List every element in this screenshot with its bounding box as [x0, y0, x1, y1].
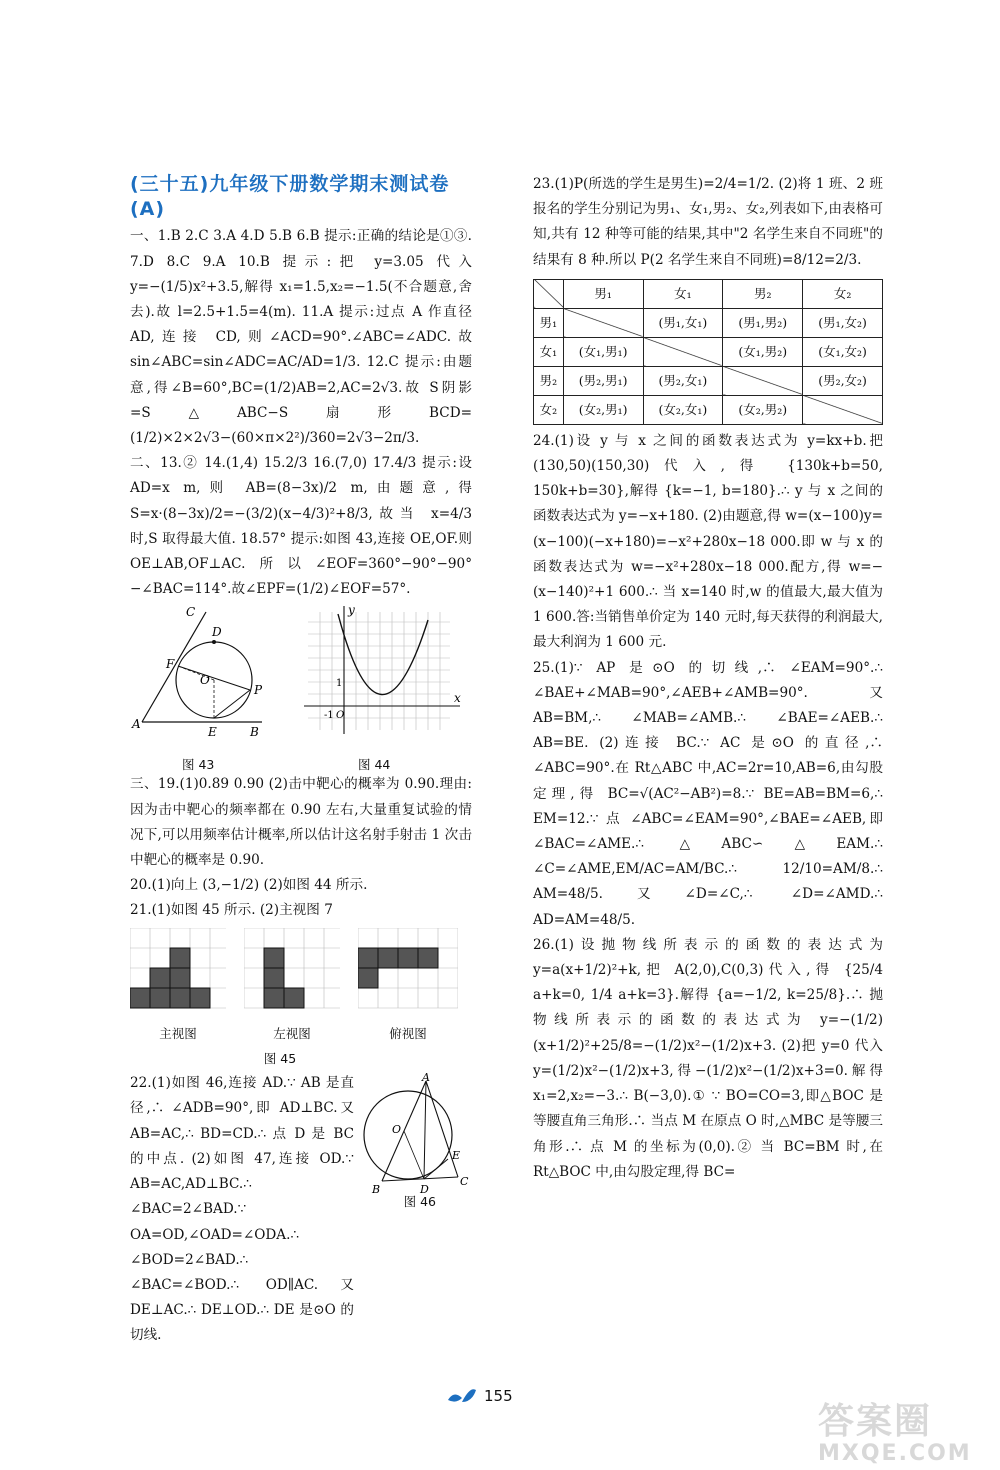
- table-cell: (男₂,男₁): [563, 366, 643, 395]
- table-header-cell: 女₂: [803, 279, 883, 308]
- answer-22: 22.(1)如图 46,连接 AD.∵ AB 是直径,∴ ∠ADB=90°,即 AD⊥BC.又 AB=AC,∴ BD=CD.∴ 点 D 是 BC 的中点. (2)如图 47,连接 OD.∵ AB=AC,AD⊥BC.∴ ∠BAC=2∠BAD.∵ OA=OD,∠OAD=∠ODA.∴ ∠BOD=2∠BAD.∴ ∠BAC=∠BOD.∴ OD∥AC.又 DE⊥AC.∴ DE⊥OD.∴ DE 是⊙O 的切线.: [130, 1075, 354, 1344]
- front-view: [130, 928, 226, 1046]
- table-header-cell: 男₁: [563, 279, 643, 308]
- front-view-grid: [130, 928, 226, 1012]
- answer-section-2: 二、13.② 14.(1,4) 15.2/3 16.(7,0) 17.4/3 提示:设 AD=x m,则 AB=(8−3x)/2 m,由题意,得 S=x·(8−3x)/2=−(3/2)(x−4/3)²+8/3,故当 x=4/3 时,S 取得最大值. 18.57° 提示:如图 43,连接 OE,OF.则 OE⊥AB,OF⊥AC.所以∠EOF=360°−90°−90°−∠BAC=114°.故∠EPF=(1/2)∠EOF=57°.: [130, 455, 472, 598]
- table-corner: [534, 279, 564, 308]
- table-cell: (女₂,男₁): [563, 395, 643, 424]
- fig43-label-a: A: [132, 717, 141, 732]
- table-row: [534, 366, 883, 395]
- table-cell: (男₁,女₂): [803, 308, 883, 337]
- fig43-caption: 图 43: [182, 757, 215, 773]
- fig46-label-e: E: [452, 1149, 461, 1163]
- table-row-header: 男₂: [534, 366, 564, 395]
- figure-43-svg: [130, 602, 472, 752]
- answer-20: 20.(1)向上 (3,−1/2) (2)如图 44 所示.: [130, 877, 368, 894]
- page-title: (三十五)九年级下册数学期末测试卷(A): [130, 173, 450, 221]
- page-number: 155: [484, 1387, 513, 1405]
- probability-table: [533, 279, 883, 425]
- table-cell-diagonal: [643, 337, 723, 366]
- fig46-line-de: [424, 1159, 448, 1179]
- front-view-label: 主视图: [159, 1025, 197, 1041]
- fig44-label-neg1: -1: [324, 710, 334, 722]
- side-view: [244, 928, 340, 1046]
- table-cell-diagonal: [563, 308, 643, 337]
- watermark-text: 答案圈: [818, 1401, 933, 1442]
- fig43-label-e: E: [208, 725, 217, 740]
- table-cell-diagonal: [803, 395, 883, 424]
- top-view-grid: [358, 928, 458, 1012]
- side-view-grid: [244, 928, 340, 1012]
- table-row-header: 女₂: [534, 395, 564, 424]
- fig43-label-f: F: [166, 657, 175, 672]
- top-view: [358, 928, 458, 1046]
- table-cell: (女₁,女₂): [803, 337, 883, 366]
- figures-43-44: [130, 602, 472, 772]
- fig43-label-c: C: [186, 605, 196, 620]
- answer-22-block: [130, 1071, 472, 1348]
- watermark: [818, 1402, 972, 1466]
- table-row-header: 男₁: [534, 308, 564, 337]
- fig46-caption: 图 46: [403, 1194, 436, 1210]
- fig44-caption: 图 44: [358, 757, 391, 773]
- watermark-url: MXQE.COM: [818, 1441, 972, 1466]
- fig44-label-one: 1: [336, 678, 343, 690]
- top-view-label: 俯视图: [389, 1025, 427, 1041]
- table-row: [534, 337, 883, 366]
- answer-section-1: 一、1.B 2.C 3.A 4.D 5.B 6.B 提示:正确的结论是①③. 7.D 8.C 9.A 10.B 提示:把 y=3.05 代入 y=−(1/5)x²+3.5,解得 x₁=1.5,x₂=−1.5(不合题意,舍去).故 l=2.5+1.5=4(m). 11.A 提示:过点 A 作直径 AD,连接 CD,则∠ACD=90°.∠ABC=∠ADC.故 sin∠ABC=sin∠ADC=AC/AD=1/3. 12.C 提示:由题意,得∠B=60°,BC=(1/2)AB=2,AC=2√3.故 S阴影=S△ABC−S扇形BCD=(1/2)×2×2√3−(60×π×2²)/360=2√3−2π/3.: [130, 228, 472, 447]
- fig46-label-b: B: [372, 1183, 381, 1197]
- left-column: [130, 172, 472, 1349]
- answer-26: 26.(1)设抛物线所表示的函数的表达式为 y=a(x+1/2)²+k,把 A(2,0),C(0,3)代入,得 {25/4 a+k=0, 1/4 a+k=3}.解得 {a=−1/2, k=25/8}.∴ 抛物线所表示的函数的表达式为 y=−(1/2)(x+1/2)²+25/8=−(1/2)x²−(1/2)x+3. (2)把 y=0 代入 y=(1/2)x²−(1/2)x+3,得−(1/2)x²−(1/2)x+3=0.解得 x₁=2,x₂=−3.∴ B(−3,0).① ∵ BO=CO=3,即△BOC 是等腰直角三角形.∴ 当点 M 在原点 O 时,△MBC 是等腰三角形.∴ 点 M 的坐标为(0,0).② 当 BC=BM 时,在 Rt△BOC 中,由勾股定理,得 BC=: [533, 936, 883, 1180]
- answer-section-3: 三、19.(1)0.89 0.90 (2)击中靶心的概率为 0.90.理由:因为击中靶心的频率都在 0.90 左右,大量重复试验的情况下,可以用频率估计概率,所以估计这名射手射击 1 次击中靶心的概率是 0.90.: [130, 776, 472, 869]
- table-cell: (男₁,女₁): [643, 308, 723, 337]
- table-cell: (女₂,男₂): [723, 395, 803, 424]
- answer-23: 23.(1)P(所选的学生是男生)=2/4=1/2. (2)将 1 班、2 班报名的学生分别记为男₁、女₁,男₂、女₂,列表如下,由表格可知,共有 12 种等可能的结果,其中"2 名学生来自不同班"的结果有 8 种.所以 P(2 名学生来自不同班)=8/12=2/3.: [533, 176, 883, 268]
- fig46-label-c: C: [460, 1175, 469, 1189]
- table-cell: (男₂,女₁): [643, 366, 723, 395]
- table-header-cell: 男₂: [723, 279, 803, 308]
- fig46-label-a: A: [422, 1073, 430, 1085]
- publisher-logo-icon: [444, 1384, 478, 1408]
- fig44-parabola: [338, 614, 428, 695]
- answer-21: 21.(1)如图 45 所示. (2)主视图 7: [130, 902, 333, 919]
- fig43-point-d: [212, 640, 216, 644]
- table-cell: (女₂,女₁): [643, 395, 723, 424]
- answer-24: 24.(1)设 y 与 x 之间的函数表达式为 y=kx+b.把(130,50)(150,30)代入,得 {130k+b=50, 150k+b=30},解得 {k=−1, b=180}.∴ y 与 x 之间的函数表达式为 y=−x+180. (2)由题意,得 w=(x−100)y=(x−100)(−x+180)=−x²+280x−18 000.即 w 与 x 的函数表达式为 w=−x²+280x−18 000.配方,得 w=−(x−140)²+1 600.∴ 当 x=140 时,w 的值最大,最大值为 1 600.答:当销售单价定为 140 元时,每天获得的利润最大,最大利润为 1 600 元.: [533, 432, 883, 651]
- side-view-label: 左视图: [273, 1025, 311, 1041]
- table-header-cell: 女₁: [643, 279, 723, 308]
- figure-46-svg: [360, 1073, 472, 1203]
- fig43-label-d: D: [212, 625, 222, 640]
- table-row: [534, 395, 883, 424]
- fig46-circle: [364, 1091, 452, 1179]
- table-cell: (男₁,男₂): [723, 308, 803, 337]
- fig44-label-y: y: [348, 603, 355, 618]
- table-row-header: 女₁: [534, 337, 564, 366]
- table-cell: (女₁,男₂): [723, 337, 803, 366]
- table-cell: (男₂,女₂): [803, 366, 883, 395]
- fig45-caption: 图 45: [263, 1051, 297, 1067]
- fig46-line-ad: [424, 1081, 426, 1179]
- fig46-line-od: [404, 1131, 424, 1179]
- figure-45: [130, 928, 472, 1046]
- fig43-label-p: P: [254, 683, 263, 698]
- fig43-label-o: O: [200, 673, 210, 688]
- table-header-row: [534, 279, 883, 308]
- fig44-label-o: O: [336, 710, 345, 722]
- answer-25: 25.(1)∵ AP 是⊙O 的切线,∴ ∠EAM=90°.∴ ∠BAE+∠MAB=90°,∠AEB+∠AMB=90°.又 AB=BM,∴ ∠MAB=∠AMB.∴ ∠BAE=∠AEB.∴ AB=BE. (2)连接 BC.∵ AC 是⊙O 的直径,∴ ∠ABC=90°.在 Rt△ABC 中,AC=2r=10,AB=6,由勾股定理,得 BC=√(AC²−AB²)=8.∵ BE=AB=BM=6,∴ EM=12.∵ 点 ∠ABC=∠EAM=90°,∠BAE=∠AEB,即 ∠BAC=∠AME.∴ △ABC∽△EAM.∴ ∠C=∠AME,EM/AC=AM/BC.∴ 12/10=AM/8.∴ AM=48/5.又∠D=∠C,∴ ∠D=∠AMD.∴ AD=AM=48/5.: [533, 659, 883, 928]
- table-cell-diagonal: [723, 366, 803, 395]
- fig46-label-o: O: [392, 1123, 402, 1137]
- fig44-label-x: x: [454, 691, 461, 706]
- fig43-label-b: B: [250, 725, 259, 740]
- fig46-label-d: D: [420, 1183, 429, 1197]
- right-column: [533, 172, 883, 1185]
- table-cell: (女₁,男₁): [563, 337, 643, 366]
- table-row: [534, 308, 883, 337]
